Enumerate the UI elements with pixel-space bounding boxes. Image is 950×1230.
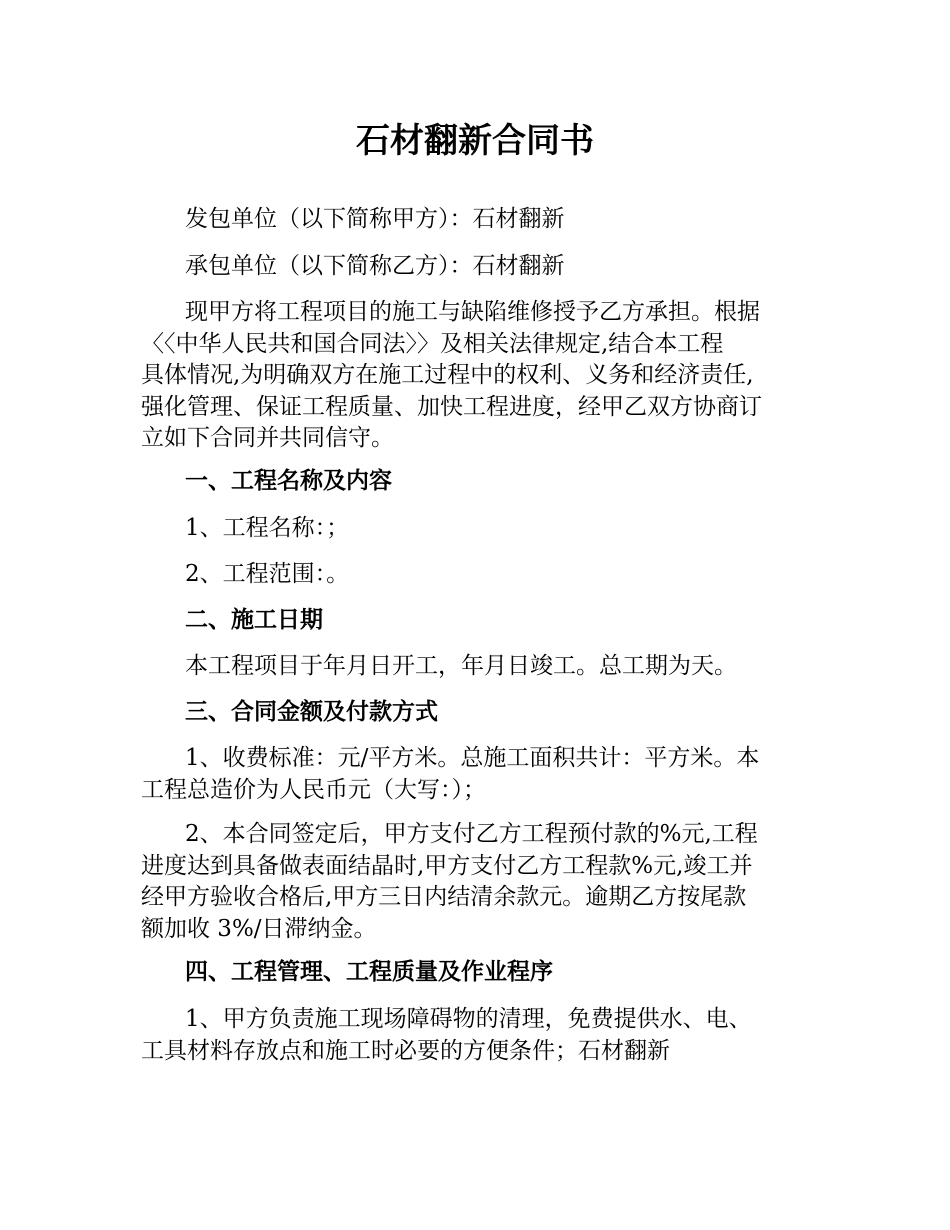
section-heading-2: 二、施工日期: [185, 607, 323, 633]
section3-item-2-line: 额加收 3%/日滞纳金。: [141, 915, 377, 942]
section2-text: 本工程项目于年月日开工，年月日竣工。总工期为天。: [185, 653, 737, 679]
intro-line: 强化管理、保证工程质量、加快工程进度，经甲乙双方协商订: [141, 393, 762, 420]
section3-item-1-line: 1、收费标准：元/平方米。总施工面积共计：平方米。本: [185, 745, 760, 771]
section4-item-1-line: 工具材料存放点和施工时必要的方便条件；石材翻新: [141, 1037, 670, 1064]
section4-item-1-line: 1、甲方负责施工现场障碍物的清理，免费提供水、电、: [185, 1006, 752, 1032]
section3-item-2-line: 经甲方验收合格后,甲方三日内结清余款元。逾期乙方按尾款: [141, 884, 747, 910]
section3-item-1: [141, 743, 811, 806]
intro-paragraph: [141, 297, 811, 455]
section4-item-1: [141, 1004, 811, 1067]
intro-line: 现甲方将工程项目的施工与缺陷维修授予乙方承担。根据: [185, 299, 760, 325]
section-heading-1: 一、工程名称及内容: [185, 468, 392, 494]
section3-item-2-line: 2、本合同签定后，甲方支付乙方工程预付款的%元,工程: [185, 821, 758, 847]
section-heading-4: 四、工程管理、工程质量及作业程序: [185, 959, 553, 985]
intro-line: 具体情况,为明确双方在施工过程中的权利、义务和经济责任,: [141, 362, 754, 388]
party-a-line: 发包单位（以下简称甲方）：石材翻新: [185, 206, 565, 232]
section3-item-2-line: 进度达到具备做表面结晶时,甲方支付乙方工程款%元,竣工并: [141, 852, 753, 879]
intro-line: 立如下合同并共同信守。: [141, 425, 394, 451]
section1-item-1: 1、工程名称：；: [185, 515, 350, 541]
section1-item-2: 2、工程范围：。: [185, 561, 350, 587]
section-heading-3: 三、合同金额及付款方式: [185, 699, 438, 725]
section3-item-1-line: 工程总造价为人民币元（大写：）；: [141, 776, 486, 803]
section3-item-2: [141, 819, 811, 945]
document-title: 石材翻新合同书: [356, 121, 594, 161]
party-b-line: 承包单位（以下简称乙方）：石材翻新: [185, 253, 565, 279]
intro-line: 〈〈中华人民共和国合同法〉〉及相关法律规定,结合本工程: [141, 330, 724, 357]
